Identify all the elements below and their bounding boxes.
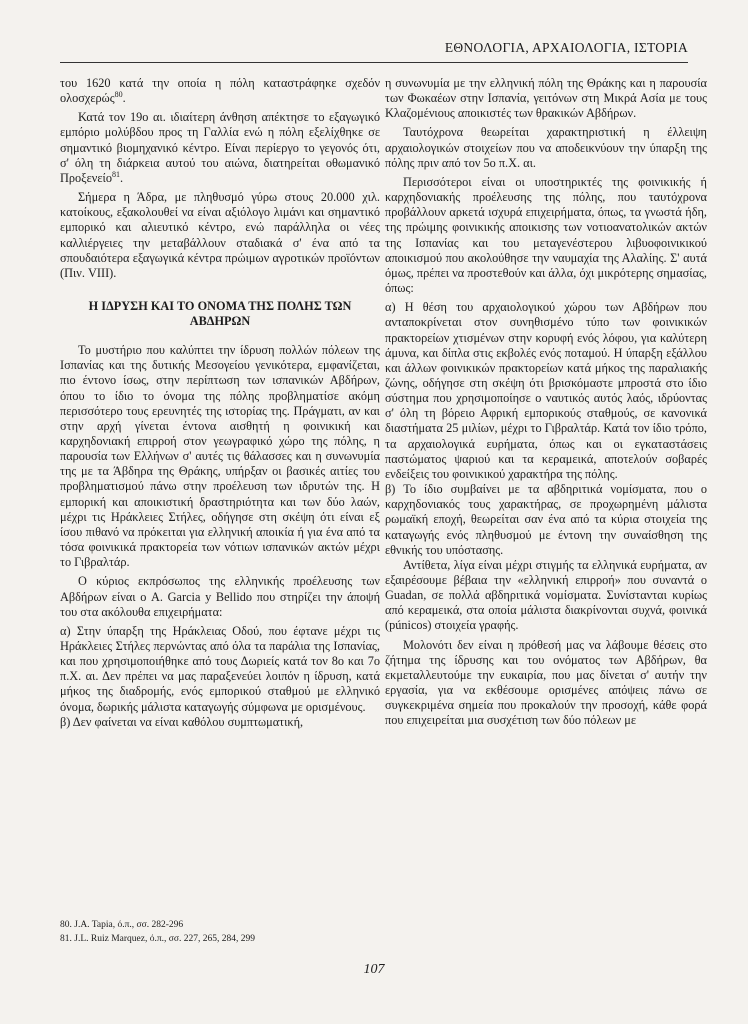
paragraph: Περισσότεροι είναι οι υποστηρικτές της φοινικικής ή καρχηδονιακής προέλευσης της πόλης, που ταυτόχρονα προβάλλουν αρκετά ισχυρά επιχειρήματα, όπως, τα γνωστά ήδη, της πρώιμης φοινικικής αποικισης των νοτιοανατολικών ακτών της Ισπανίας και του μεταγενέστερου λιβυοφοινικικού αποικισμού που ακολούθησε την ναυμαχία της Αλαλίης. Σ' αυτά όμως, πρέπει να προστεθούν και άλλα, όχι μικρότερης σημασίας, όπως: (385, 174, 707, 296)
right-column (385, 76, 707, 733)
footnote-ref[interactable]: 80 (114, 90, 123, 100)
paragraph: Κατά τον 19ο αι. ιδιαίτερη άνθηση απέκτησε το εξαγωγικό εμπόριο μολύβδου προς τη Γαλλία ενώ η πόλη εξελίχθηκε σε σημαντικό βιομηχανικό κέντρο. Είναι περίεργο το γεγονός ότι, σ' όλη τη διάρκεια αυτού του αιώνα, διατηρείται οθωμανικό Προξενείο$^{81}$. (60, 110, 380, 185)
section-heading: Η ΙΔΡΥΣΗ ΚΑΙ ΤΟ ΟΝΟΜΑ ΤΗΣ ΠΟΛΗΣ ΤΩΝ ΑΒΔΗΡΩΝ (88, 299, 352, 329)
footnote-ref[interactable]: 81 (112, 169, 120, 179)
page-number: 107 (363, 962, 385, 977)
paragraph: Μολονότι δεν είναι η πρόθεσή μας να λάβουμε θέσεις στο ζήτημα της ίδρυσης και του ονόματος των Αβδήρων, θα εκμεταλλευτούμε την ευκαιρία, που μας δίνεται σ' αυτήν την εργασία, για να εκθέσουμε ορισμένες απόψεις πάνω σε συγκεκριμένα σημεία που προκαλούν την προσοχή, κάθε φορά που επιχειρείται μια συσχέτιση των δύο πόλεων με (385, 637, 707, 728)
paragraph: Το μυστήριο που καλύπτει την ίδρυση πολλών πόλεων της Ισπανίας και της δυτικής Μεσογείου γενικότερα, εμφανίζεται, πιο έντονο ίσως, στην περίπτωση των ισπανικών Αβδήρων, όπου το ίδιο το όνομα της πόλης προβληματίσε ακόμη περισσότερο τους ερευνητές της ιστορίας της. Πράγματι, αν και στην αρχή γίνεται έντονα αισθητή η φοινικική και καρχηδονιακή επιρροή στον γεωγραφικό χώρο της πόλης, η παρουσία των Ελλήνων σ' αυτές τις θάλασσες και η συνωνυμία της με τα Άβδηρα της Θράκης, υπήρξαν οι βασικές αιτίες του προβληματισμού πάνω στην προέλευση των ιδρυτών της. Η εμπορική και αποικιστική δραστηριότητα και των δύο λαών, μέχρι τις Ηράκλειες Στήλες, οδήγησε στη σκέψη ότι είναι εξ ίσου πιθανό να πρόκειται για ελληνική αποικία ή για ένα από τα τόσα φοινικικά πρακτορεία των νότιων ισπανικών ακτών μέχρι το Γιβραλτάρ. (60, 343, 380, 570)
list-item: β) Δεν φαίνεται να είναι καθόλου συμπτωματική, (60, 714, 304, 729)
running-header: ΕΘΝΟΛΟΓΙΑ, ΑΡΧΑΙΟΛΟΓΙΑ, ΙΣΤΟΡΙΑ (444, 40, 688, 55)
footnote: 80. J.A. Tapia, ό.π., σσ. 282-296 (60, 920, 184, 930)
paragraph: Σήμερα η Άδρα, με πληθυσμό γύρω στους 20.000 χιλ. κατοίκους, εξακολουθεί να είναι αξιόλογο λιμάνι και σημαντικό εμπορικό και αλιευτικό κέντρο, ενώ παράλληλα οι νέες καλλιέργειες την μεταβάλλουν σταδιακά σ' ένα από τα σπουδαιότερα εξαγωγικά κέντρα πρώιμων αγροτικών προϊόντων (Πιν. VIII). (60, 190, 380, 280)
paragraph: του 1620 κατά την οποία η πόλη καταστράφηκε σχεδόν ολοσχερώς$^{80}$. (60, 76, 380, 106)
header-rule (60, 62, 688, 63)
paragraph: Αντίθετα, λίγα είναι μέχρι στιγμής τα ελληνικά ευρήματα, αν εξαιρέσουμε βέβαια την «ελληνική επιρροή» που συναντά ο Guadan, σε πολλά αβδηριτικά νομίσματα. Συνίστανται κυρίως από κεραμεικά, στα οποία μάλιστα διακρίνονται συχνά, φοινικά (púnicos) στοιχεία γραφής. (385, 557, 707, 633)
left-column (60, 76, 380, 730)
footnote: 81. J.L. Ruiz Marquez, ό.π., σσ. 227, 265, 284, 299 (60, 934, 255, 944)
footnotes (60, 918, 460, 946)
list-item: α) Στην ύπαρξη της Ηράκλειας Οδού, που έφτανε μέχρι τις Ηράκλειες Στήλες περνώντας από όλα τα παράλια της Ισπανίας, και που χρησιμοποιήθηκε από τους Δωριείς κατά τον 8ο και 7ο π.Χ. αι. Δεν πρέπει να μας παραξενεύει λοιπόν η ίδρυση, κατά μήκος της διαδρομής, ενός εμπορικού σταθμού με ελληνικό όνομα, δωρικής μάλιστα καταγωγής σύμφωνα με ορισμένους. (60, 623, 380, 714)
paragraph: η συνωνυμία με την ελληνική πόλη της Θράκης και η παρουσία των Φωκαέων στην Ισπανία, γειτόνων στη Μικρά Ασία με τους Κλαζομένιους αποικιστές των θρακικών Αβδήρων. (385, 76, 707, 121)
list-item: α) Η θέση του αρχαιολογικού χώρου των Αβδήρων που ανταποκρίνεται στον συνηθισμένο τύπο των φοινικικών πρακτορείων χτισμένων στην κορυφή ενός λόφου, για καλύτερη άμυνα, και δίπλα στις εκβολές ενός ποταμού. Η ύπαρξη εξάλλου και άλλων φοινικικών πρακτορείων κατά μήκος της παραλιακής ζώνης, οδήγησε στη σκέψη ότι βρισκόμαστε μπροστά στο ίδιο σύστημα που χρησιμοποίησε ο ναυτικός αυτός λαός, ιδρύοντας σ' όλη τη βόρειο Αφρική εμπορικούς σταθμούς, σε κανονικά διαστήματα 25 μιλίων, μέχρι το Γιβραλτάρ. Κατά τον ίδιο τρόπο, τα αρχαιολογικά ευρήματα, όπως και οι εγκαταστάσεις παστώματος ψαριού και τα κεραμεικά, αποτελούν σοβαρές ενδείξεις του φοινικικού χαρακτήρα της πόλης. (385, 300, 707, 481)
paragraph: Ταυτόχρονα θεωρείται χαρακτηριστική η έλλειψη αρχαιολογικών στοιχείων που να αποδεικνύουν την ύπαρξη της πόλης πριν από τον 5ο π.Χ. αι. (385, 125, 707, 170)
list-item: β) Το ίδιο συμβαίνει με τα αβδηριτικά νομίσματα, που ο καρχηδονιακός τους χαρακτήρας, σε προχωρημένη μάλιστα ρωμαϊκή εποχή, θεωρείται σαν ένα από τα κύρια στοιχεία της καταγωγής ενός πληθυσμού με έντονη την συναίσθηση της εθνικής του υπόστασης. (385, 482, 707, 557)
paragraph: Ο κύριος εκπρόσωπος της ελληνικής προέλευσης των Αβδήρων είναι ο A. Garcia y Bellido που στηρίζει την άποψή του στα ακόλουθα επιχειρήματα: (60, 574, 380, 619)
